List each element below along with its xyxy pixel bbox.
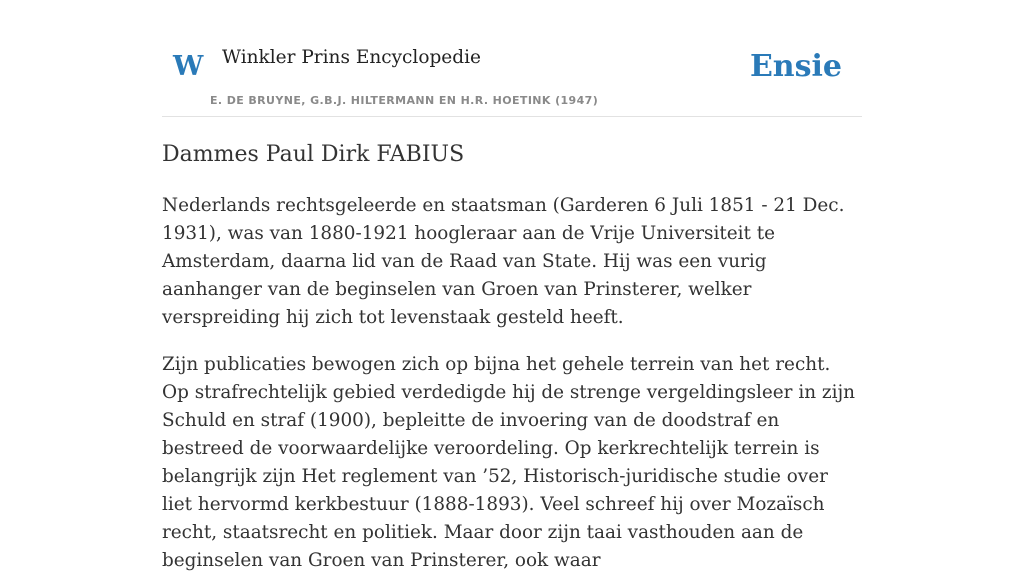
article <box>162 140 862 575</box>
article-paragraph-1: Nederlands rechtsgeleerde en staatsman (Garderen 6 Juli 1851 - 21 Dec. 1931), was van 1880-1921 hoogleraar aan de Vrije Universiteit te Amsterdam, daarna lid van de Raad van State. Hij was een vurig aanhanger van de beginselen van Groen van Prinsterer, welker verspreiding hij zich tot levenstaak gesteld heeft. <box>162 195 845 328</box>
article-title: Dammes Paul Dirk FABIUS <box>162 142 465 167</box>
book-title[interactable]: Winkler Prins Encyclopedie <box>222 47 481 68</box>
site-header <box>162 0 862 117</box>
winkler-prins-logo-icon[interactable]: W <box>173 51 204 82</box>
ensie-logo[interactable]: Ensie <box>749 49 842 84</box>
book-authors: E. DE BRUYNE, G.B.J. HILTERMANN EN H.R. HOETINK (1947) <box>210 94 599 107</box>
article-paragraph-2: Zijn publicaties bewogen zich op bijna het gehele terrein van het recht. Op strafrechtelijk gebied verdedigde hij de strenge vergeldingsleer in zijn Schuld en straf (1900), bepleitte de invoering van de doodstraf en bestreed de voorwaardelijke veroordeling. Op kerkrechtelijk terrein is belangrijk zijn Het reglement van ’52, Historisch-juridische studie over liet hervormd kerkbestuur (1888-1893). Veel schreef hij over Mozaïsch recht, staatsrecht en politiek. Maar door zijn taai vasthouden aan de beginselen van Groen van Prinsterer, ook waar <box>162 354 856 571</box>
